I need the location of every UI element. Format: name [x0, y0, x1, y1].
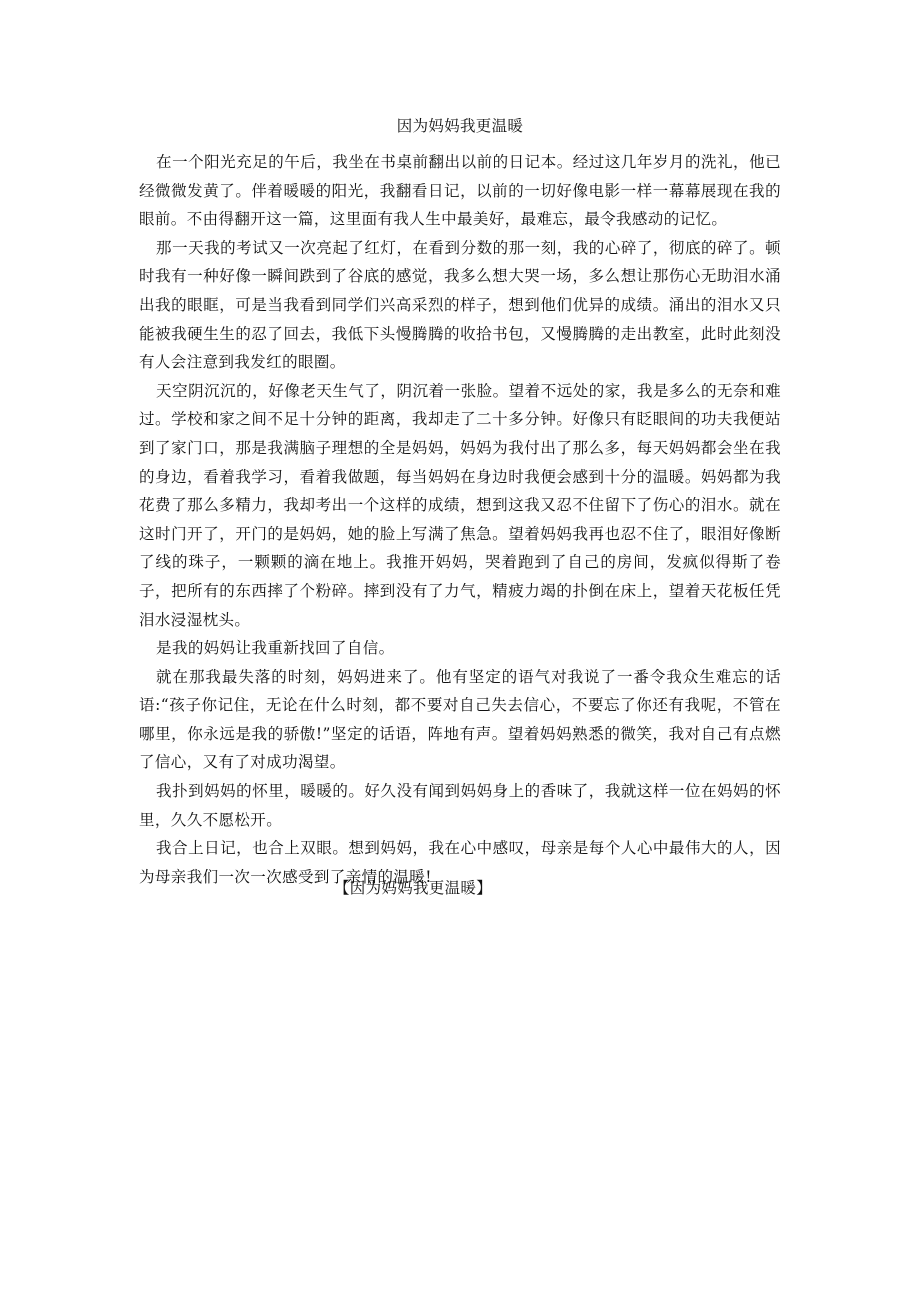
footer-title: 【因为妈妈我更温暖】	[334, 879, 493, 897]
document-body	[139, 148, 781, 891]
paragraph-5: 就在那我最失落的时刻，妈妈进来了。他有坚定的语气对我说了一番令我众生难忘的话语:“孩子你记住，无论在什么时刻，都不要对自己失去信心，不要忘了你还有我呢，不管在哪里，你永远是我的骄傲!”坚定的话语，阵地有声。望着妈妈熟悉的微笑，我对自己有点燃了信心，又有了对成功渴望。	[139, 667, 781, 772]
paragraph-7: 我合上日记，也合上双眼。想到妈妈，我在心中感叹，母亲是每个人心中最伟大的人，因为母亲我们一次一次感受到了亲情的温暖!	[139, 839, 781, 886]
paragraph-4: 是我的妈妈让我重新找回了自信。	[156, 639, 395, 658]
document-title: 因为妈妈我更温暖	[396, 117, 524, 135]
paragraph-6: 我扑到妈妈的怀里，暖暖的。好久没有闻到妈妈身上的香味了，我就这样一位在妈妈的怀里，久久不愿松开。	[139, 782, 781, 829]
paragraph-2: 那一天我的考试又一次亮起了红灯，在看到分数的那一刻，我的心碎了，彻底的碎了。顿时我有一种好像一瞬间跌到了谷底的感觉，我多么想大哭一场，多么想让那伤心无助泪水涌出我的眼眶，可是当我看到同学们兴高采烈的样子，想到他们优异的成绩。涌出的泪水又只能被我硬生生的忍了回去，我低下头慢腾腾的收拾书包，又慢腾腾的走出教室，此时此刻没有人会注意到我发红的眼圈。	[139, 238, 781, 372]
paragraph-1: 在一个阳光充足的午后，我坐在书桌前翻出以前的日记本。经过这几年岁月的洗礼，他已经微微发黄了。伴着暖暖的阳光，我翻看日记，以前的一切好像电影一样一幕幕展现在我的眼前。不由得翻开这一篇，这里面有我人生中最美好，最难忘，最令我感动的记忆。	[139, 153, 781, 229]
paragraph-3: 天空阴沉沉的，好像老天生气了，阴沉着一张脸。望着不远处的家，我是多么的无奈和难过。学校和家之间不足十分钟的距离，我却走了二十多分钟。好像只有眨眼间的功夫我便站到了家门口，那是我满脑子理想的全是妈妈，妈妈为我付出了那么多，每天妈妈都会坐在我的身边，看着我学习，看着我做题，每当妈妈在身边时我便会感到十分的温暖。妈妈都为我花费了那么多精力，我却考出一个这样的成绩，想到这我又忍不住留下了伤心的泪水。就在这时门开了，开门的是妈妈，她的脸上写满了焦急。望着妈妈我再也忍不住了，眼泪好像断了线的珠子，一颗颗的滴在地上。我推开妈妈，哭着跑到了自己的房间，发疯似得斯了卷子，把所有的东西摔了个粉碎。摔到没有了力气，精疲力竭的扑倒在床上，望着天花板任凭泪水浸湿枕头。	[139, 381, 781, 629]
